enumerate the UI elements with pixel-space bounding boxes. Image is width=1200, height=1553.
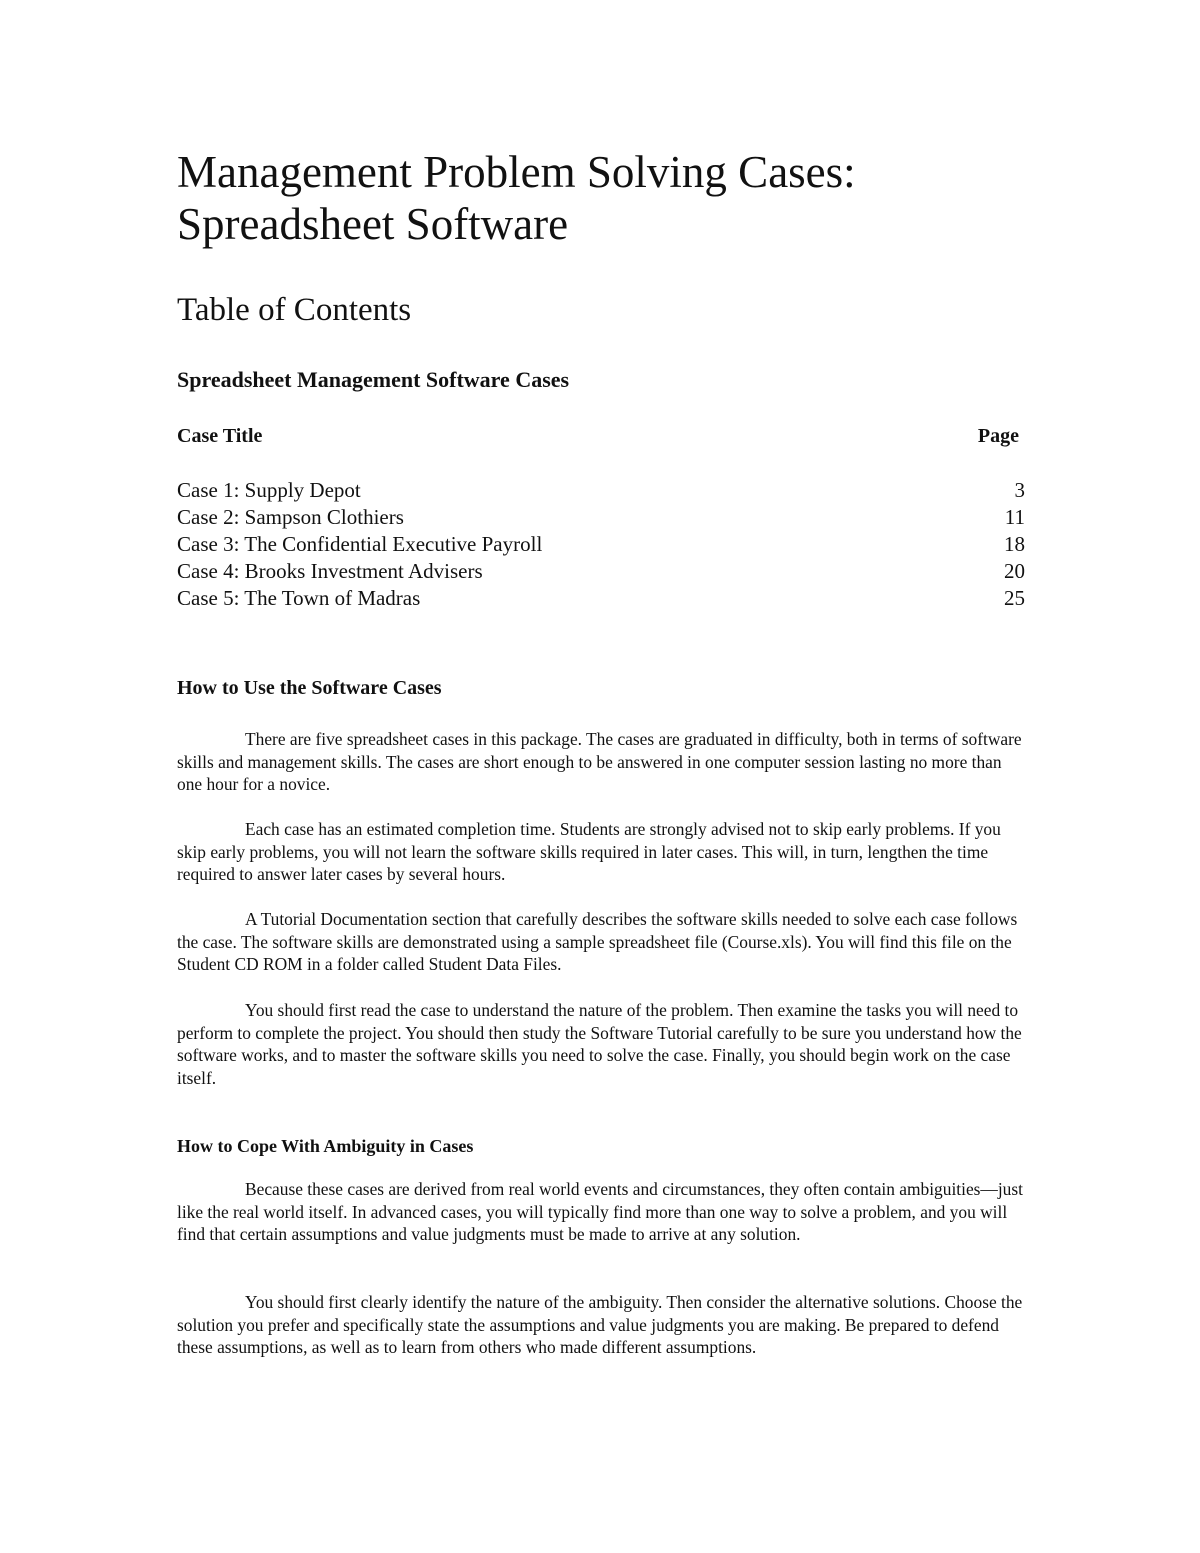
ambiguity-heading: How to Cope With Ambiguity in Cases xyxy=(177,1136,474,1156)
toc-entry xyxy=(177,531,1025,558)
toc-entry xyxy=(177,477,1025,504)
how-to-use-paragraph-1: There are five spreadsheet cases in this package. The cases are graduated in difficulty, both in terms of software skills and management skills. The cases are short enough to be answered in one computer session lasting no more than one hour for a novice. xyxy=(177,729,1022,795)
cases-section-heading: Spreadsheet Management Software Cases xyxy=(177,367,570,392)
toc-entry-page: 3 xyxy=(1014,478,1025,502)
toc-heading: Table of Contents xyxy=(177,292,412,328)
toc-entry-title: Case 5: The Town of Madras xyxy=(177,586,421,610)
toc-entry-title: Case 2: Sampson Clothiers xyxy=(177,505,404,529)
toc-column-headers xyxy=(177,423,1019,449)
toc-entry xyxy=(177,585,1025,612)
ambiguity-paragraph-2: You should first clearly identify the nature of the ambiguity. Then consider the alternative solutions. Choose the solution you prefer and specifically state the assumptions and value judgments you are making. Be prepared to defend these assumptions, as well as to learn from others who made different assumptions. xyxy=(177,1292,1023,1358)
toc-entry-title: Case 3: The Confidential Executive Payroll xyxy=(177,532,543,556)
toc-page-column-header: Page xyxy=(977,425,1019,447)
title-line-2: Spreadsheet Software xyxy=(177,199,569,249)
how-to-use-paragraph-2: Each case has an estimated completion time. Students are strongly advised not to skip early problems. If you skip early problems, you will not learn the software skills required in later cases. This will, in turn, lengthen the time required to answer later cases by several hours. xyxy=(177,819,1001,885)
how-to-use-paragraph-4: You should first read the case to understand the nature of the problem. Then examine the tasks you will need to perform to complete the project. You should then study the Software Tutorial carefully to be sure you understand how the software works, and to master the software skills you need to solve the case. Finally, you should begin work on the case itself. xyxy=(177,1000,1022,1089)
document-title xyxy=(177,146,1025,250)
toc-entry-page: 18 xyxy=(1004,532,1025,556)
toc-entry-page: 20 xyxy=(1004,559,1025,583)
toc-entry-page: 25 xyxy=(1004,586,1025,610)
toc-entry-title: Case 1: Supply Depot xyxy=(177,478,361,502)
toc-entry xyxy=(177,558,1025,585)
how-to-use-heading: How to Use the Software Cases xyxy=(177,677,442,699)
toc-entry-title: Case 4: Brooks Investment Advisers xyxy=(177,559,483,583)
how-to-use-paragraph-3: A Tutorial Documentation section that carefully describes the software skills needed to solve each case follows the case. The software skills are demonstrated using a sample spreadsheet file (Course.xls). You will find this file on the Student CD ROM in a folder called Student Data Files. xyxy=(177,909,1018,975)
toc-entry-page: 11 xyxy=(1004,505,1025,529)
toc-entry xyxy=(177,504,1025,531)
ambiguity-paragraph-1: Because these cases are derived from real world events and circumstances, they often contain ambiguities—just like the real world itself. In advanced cases, you will typically find more than one way to solve a problem, and you will find that certain assumptions and value judgments must be made to arrive at any solution. xyxy=(177,1179,1023,1245)
toc-list xyxy=(177,477,1025,612)
toc-title-column-header: Case Title xyxy=(177,425,263,447)
title-line-1: Management Problem Solving Cases: xyxy=(177,147,856,197)
